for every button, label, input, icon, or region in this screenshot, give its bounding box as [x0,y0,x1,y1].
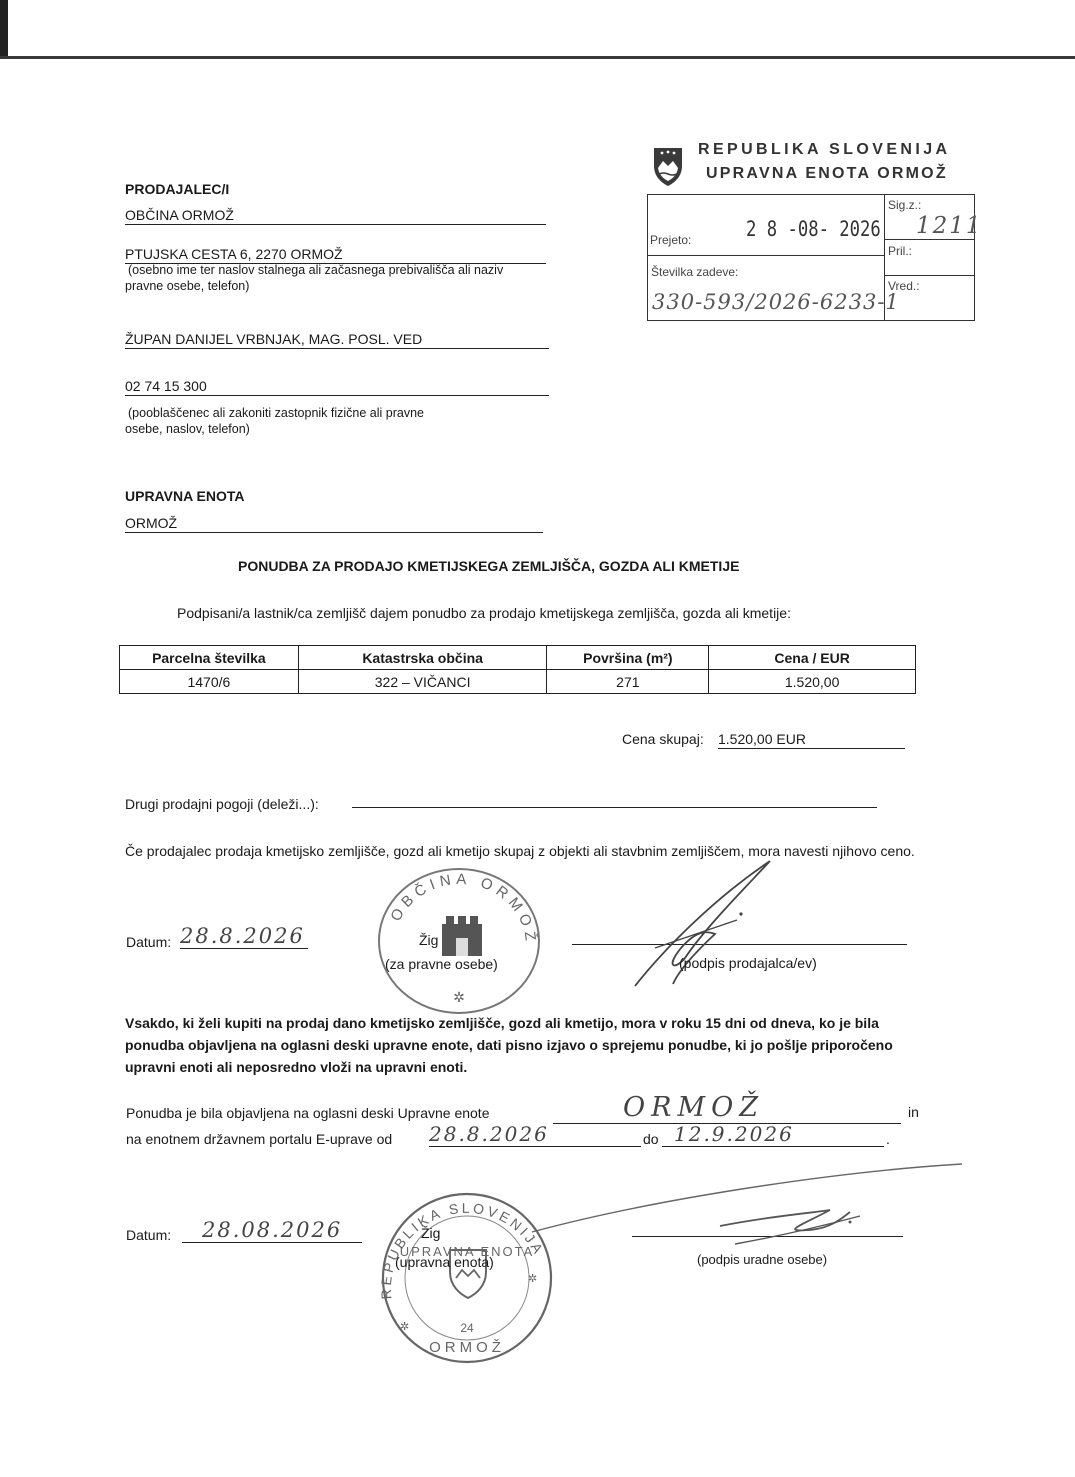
publication-to-label: do [643,1131,659,1147]
notice-text: Vsakdo, ki želi kupiti na prodaj dano kmetijsko zemljišče, gozd ali kmetijo, mora v roku 15 dni od dneva, ko je bila ponudba objavljena na oglasni deski upravne enote, dati pisno izjavo o sprejemu ponudbe, ki jo pošlje priporočeno upravni enoti ali neposredno vloži na upravni enoti. [125,1015,893,1075]
vred-label: Vred.: [888,279,920,293]
pril-label: Pril.: [888,244,912,258]
scan-border [0,0,1075,58]
official-seal-note: (upravna enota) [395,1254,494,1270]
publication-unit: ORMOŽ [553,1092,901,1124]
other-terms-line [352,807,877,808]
svg-text:✲: ✲ [528,1273,538,1285]
official-seal-label: Žig [421,1225,441,1241]
seller-representative: ŽUPAN DANIJEL VRBNJAK, MAG. POSL. VED [125,331,549,349]
col-area: Površina (m²) [547,646,709,670]
document-title: PONUDBA ZA PRODAJO KMETIJSKEGA ZEMLJIŠČA, GOZDA ALI KMETIJE [238,558,740,574]
cell-price: 1.520,00 [709,670,916,694]
total-value: 1.520,00 EUR [718,731,905,749]
publication-end: . [886,1131,890,1147]
intro-text: Podpisani/a lastnik/ca zemljišč dajem ponudbo za prodajo kmetijskega zemljišča, gozda ali kmetije: [177,605,791,621]
svg-text:✲: ✲ [400,1321,410,1333]
case-label: Številka zadeve: [651,265,739,279]
col-cadastral-municipality: Katastrska občina [298,646,547,670]
col-parcel-number: Parcelna številka [120,646,299,670]
svg-text:UPRAVNA ENOTA: UPRAVNA ENOTA [399,1244,535,1259]
seller-date-label: Datum: [126,934,172,950]
official-signature-label: (podpis uradne osebe) [697,1252,828,1267]
seller-signature-label: (podpis prodajalca/ev) [679,955,817,971]
municipality-seal [376,866,542,1016]
svg-text:REPUBLIKA SLOVENIJA: REPUBLIKA SLOVENIJA [378,1199,548,1300]
svg-text:ORMOŽ: ORMOŽ [429,1339,505,1356]
seller-seal-note: (za pravne osebe) [385,956,498,972]
seller-seal-label: Žig [419,932,439,948]
svg-text:✲: ✲ [453,989,465,1005]
col-price: Cena / EUR [709,646,916,670]
official-date-label: Datum: [126,1227,172,1243]
seller-address-note: (osebno ime ter naslov stalnega ali začasnega prebivališča ali naziv pravne osebe, telefon) [125,263,504,293]
seller-heading: PRODAJALEC/I [125,181,230,197]
official-date-value: 28.08.2026 [182,1218,362,1243]
case-number: 330-593/2026-6233-1 [652,290,900,314]
seller-date-value: 28.8.2026 [180,924,308,949]
parcels-table [119,645,916,694]
header-admin-unit: UPRAVNA ENOTA ORMOŽ [706,165,948,182]
sig-value: 1211 [916,213,983,239]
svg-text:OBČINA ORMOŽ: OBČINA ORMOŽ [387,870,540,947]
svg-text:24: 24 [460,1321,474,1335]
cell-parcel-number: 1470/6 [120,670,299,694]
received-stamp-box [647,194,983,321]
header-republic: REPUBLIKA SLOVENIJA [698,141,951,158]
table-row [120,670,916,694]
coat-of-arms-icon [650,144,686,188]
cell-area: 271 [547,670,709,694]
seller-address: PTUJSKA CESTA 6, 2270 ORMOŽ [125,246,546,264]
publication-text1: Ponudba je bila objavljena na oglasni deski Upravne enote [126,1105,490,1121]
received-date: 2 8 -08- 2026 [746,217,881,241]
total-label: Cena skupaj: [622,731,704,747]
publication-text2: na enotnem državnem portalu E-uprave od [126,1131,393,1147]
admin-unit-name: ORMOŽ [125,515,543,533]
received-label: Prejeto: [650,233,692,247]
admin-unit-heading: UPRAVNA ENOTA [125,488,245,504]
publication-to: 12.9.2026 [662,1122,884,1147]
note-objects: Če prodajalec prodaja kmetijsko zemljišče, gozd ali kmetijo skupaj z objekti ali stavbnim zemljiščem, mora navesti njihovo ceno. [125,843,915,859]
seller-phone: 02 74 15 300 [125,378,549,396]
representative-note: (pooblaščenec ali zakoniti zastopnik fizične ali pravne osebe, naslov, telefon) [125,406,424,436]
publication-from: 28.8.2026 [429,1122,641,1147]
publication-in: in [908,1104,919,1120]
sig-label: Sig.z.: [888,198,922,212]
cell-cadastral-municipality: 322 – VIČANCI [298,670,547,694]
seller-name: OBČINA ORMOŽ [125,207,546,225]
other-terms-label: Drugi prodajni pogoji (deleži...): [125,796,319,812]
